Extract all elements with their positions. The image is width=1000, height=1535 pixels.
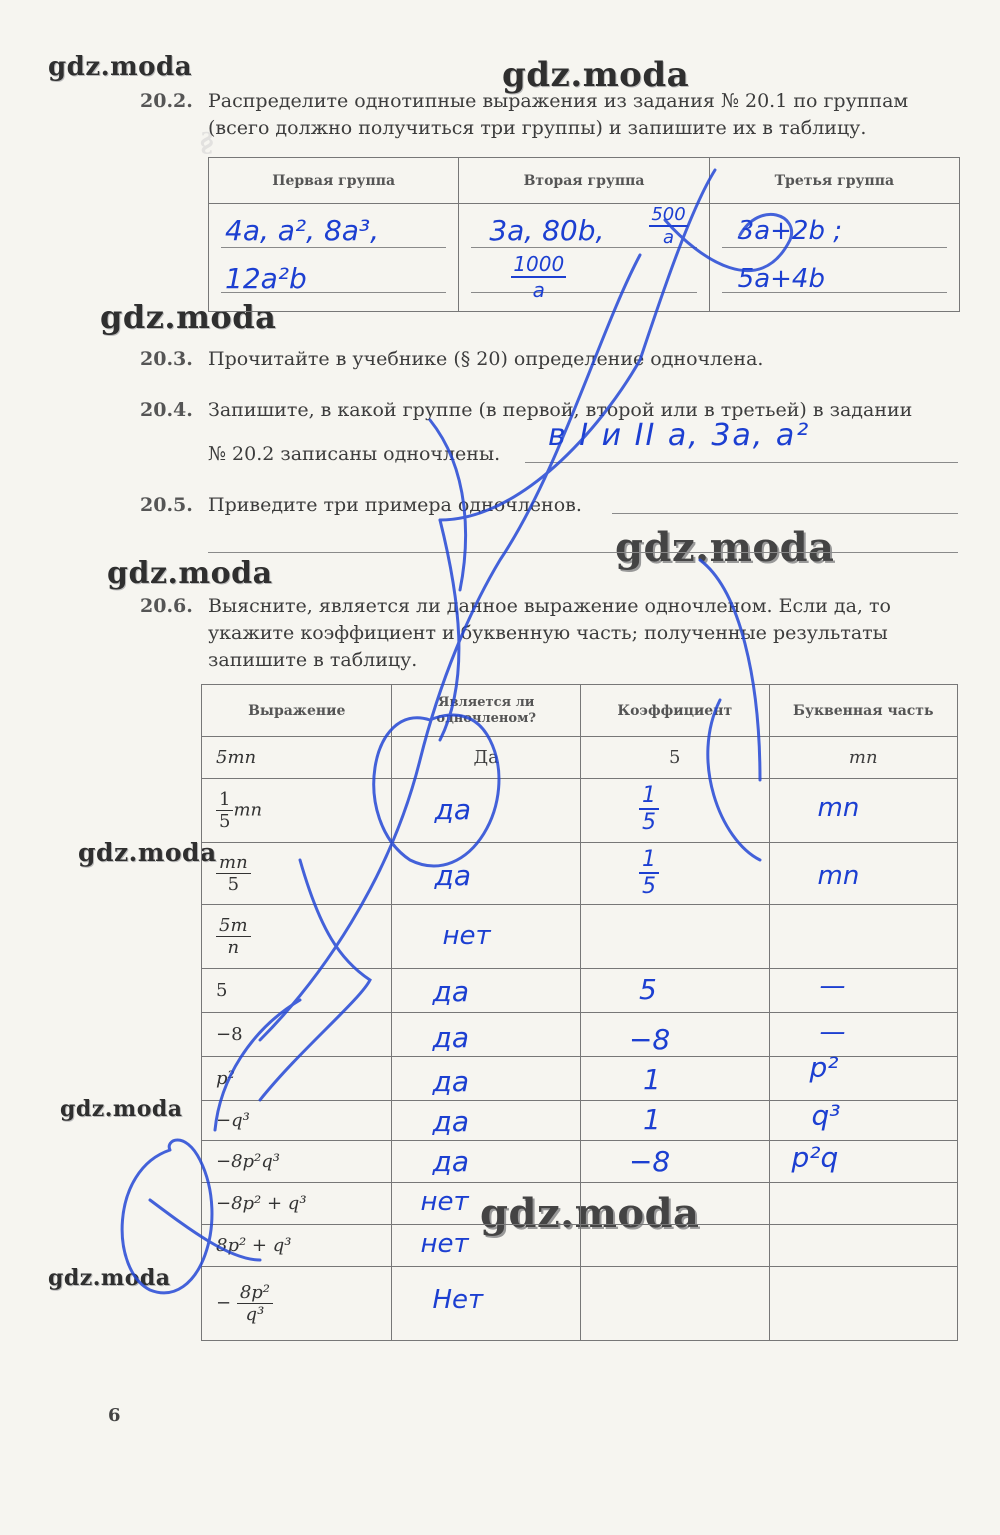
handwritten-answer: p² [809, 1051, 839, 1084]
handwritten-answer: да [434, 793, 471, 826]
expression-cell: −8 [202, 1013, 392, 1057]
task-text: (всего должно получиться три группы) и запишите их в таблицу. [208, 117, 867, 139]
fraction-top: 500 [651, 204, 686, 225]
fraction-bottom: a [662, 227, 675, 248]
fraction-bottom: a [532, 278, 545, 302]
task-text: Распределите однотипные выражения из задания № 20.1 по группам [208, 90, 909, 112]
table-header: Вторая группа [459, 158, 709, 204]
handwritten-answer: 1 [642, 1103, 661, 1136]
expression-cell: −8p²q³ [202, 1141, 392, 1183]
handwritten-answer: 4a, a², 8a³, [225, 214, 380, 247]
watermark: gdz.moda [502, 55, 690, 95]
expression-sign: − [216, 1292, 232, 1314]
handwritten-answer: mn [817, 793, 860, 823]
fraction-top: 1 [639, 783, 659, 810]
fraction-top: 5m [216, 915, 251, 937]
handwritten-answer: да [432, 975, 469, 1008]
handwritten-answer: да [432, 1105, 469, 1138]
handwritten-answer: в I и II a, 3a, a² [548, 418, 811, 453]
handwritten-answer: 3a, 80b, [489, 214, 605, 247]
task-text: Приведите три примера одночленов. [208, 494, 582, 516]
handwritten-answer: да [432, 1065, 469, 1098]
task-number: 20.3. [140, 348, 193, 370]
task-text: укажите коэффициент и буквенную часть; полученные результаты [208, 622, 888, 644]
handwritten-answer: p²q [791, 1141, 839, 1174]
expression-cell: −8p² + q³ [202, 1183, 392, 1225]
handwritten-answer: 5a+4b [737, 264, 825, 294]
handwritten-answer: 1 [642, 1063, 661, 1096]
fraction-bottom: n [227, 937, 240, 958]
fraction-top: 1 [216, 789, 233, 811]
handwritten-answer: 5 [638, 973, 657, 1006]
watermark: gdz.moda [100, 298, 277, 336]
table-header: Третья группа [709, 158, 959, 204]
table-header: Первая группа [209, 158, 459, 204]
letters-cell: mn [769, 737, 957, 779]
handwritten-answer: нет [420, 1229, 469, 1259]
handwritten-answer: 3a+2b ; [737, 216, 842, 246]
handwritten-answer: — [819, 971, 846, 1001]
task-number: 20.6. [140, 595, 193, 617]
expression-tail: mn [233, 799, 263, 821]
task-text: № 20.2 записаны одночлены. [208, 443, 501, 465]
task-number: 20.4. [140, 399, 193, 421]
handwritten-answer: нет [420, 1187, 469, 1217]
watermark: gdz.moda [48, 52, 193, 82]
handwritten-answer: да [434, 859, 471, 892]
handwritten-answer: да [432, 1021, 469, 1054]
watermark: gdz.moda [107, 556, 273, 591]
task-text: Выясните, является ли данное выражение одночленом. Если да, то [208, 595, 891, 617]
watermark: gdz.moda [480, 1190, 700, 1237]
table-header: Коэффициент [580, 685, 769, 737]
expression-cell: p² [202, 1057, 392, 1101]
handwritten-answer: q³ [811, 1099, 841, 1132]
watermark: gdz.moda [60, 1096, 183, 1122]
fraction-top: 8p² [237, 1282, 273, 1304]
handwritten-answer: Нет [432, 1285, 484, 1315]
handwritten-answer: −8 [628, 1145, 671, 1178]
table-header: Буквенная часть [769, 685, 957, 737]
watermark: gdz.moda [78, 838, 217, 867]
handwritten-answer: — [819, 1017, 846, 1047]
fraction-bottom: 5 [641, 874, 656, 899]
fraction-bottom: 5 [219, 811, 231, 832]
task-text: Запишите, в какой группе (в первой, второй или в третьей) в задании [208, 399, 913, 421]
fraction-bottom: 5 [641, 810, 656, 835]
expression-cell: 8p² + q³ [202, 1225, 392, 1267]
table-header: Выражение [202, 685, 392, 737]
task-text: Прочитайте в учебнике (§ 20) определение одночлена. [208, 348, 764, 370]
fraction-top: 1 [639, 847, 659, 874]
expression-cell: 5 [202, 969, 392, 1013]
handwritten-answer: mn [817, 861, 860, 891]
handwritten-answer: да [432, 1145, 469, 1178]
show-through-text: § [200, 128, 214, 158]
handwritten-answer: 12a²b [225, 262, 307, 295]
watermark: gdz.moda [615, 524, 835, 571]
fraction-bottom: 5 [227, 874, 240, 895]
fraction-bottom: q³ [245, 1304, 265, 1325]
task-number: 20.5. [140, 494, 193, 516]
expression-cell: −q³ [202, 1101, 392, 1141]
handwritten-answer: нет [442, 921, 491, 951]
fraction-top: mn [216, 852, 251, 874]
is-monomial-cell: Да [392, 737, 580, 779]
table-header: Является ли одночленом? [392, 685, 580, 737]
handwritten-answer: −8 [628, 1023, 671, 1056]
page-number: 6 [108, 1405, 121, 1426]
coefficient-cell: 5 [580, 737, 769, 779]
task-text: запишите в таблицу. [208, 649, 418, 671]
task-number: 20.2. [140, 90, 193, 112]
watermark: gdz.moda [48, 1265, 171, 1291]
fraction-top: 1000 [513, 252, 565, 276]
expression-cell: 5mn [202, 737, 392, 779]
